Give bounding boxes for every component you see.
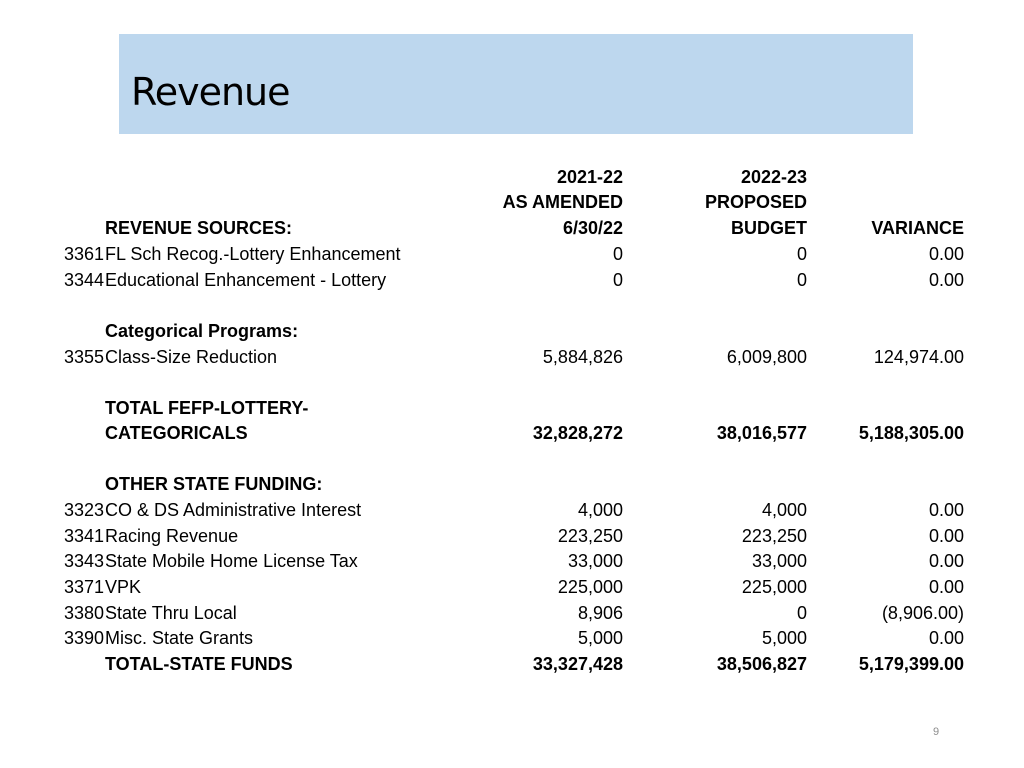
row-value-2022: 223,250 bbox=[741, 526, 807, 546]
row-variance: (8,906.00) bbox=[881, 603, 964, 623]
row-value-2021: 223,250 bbox=[557, 526, 623, 546]
row-value-2022: 6,009,800 bbox=[726, 347, 807, 367]
header-col3: VARIANCE bbox=[871, 218, 964, 238]
row-label: Racing Revenue bbox=[105, 526, 239, 546]
row-code: 3380 bbox=[63, 603, 104, 623]
row-label: State Mobile Home License Tax bbox=[105, 551, 358, 571]
total-state-value-2022: 38,506,827 bbox=[716, 654, 807, 674]
total-fefp-value-2021: 32,828,272 bbox=[532, 423, 623, 443]
row-value-2022: 0 bbox=[796, 244, 807, 264]
header-col2-line2: PROPOSED bbox=[704, 192, 807, 212]
page-number: 9 bbox=[933, 726, 940, 738]
row-code: 3323 bbox=[63, 500, 104, 520]
row-value-2022: 4,000 bbox=[761, 500, 807, 520]
row-label: State Thru Local bbox=[105, 603, 237, 623]
row-value-2022: 225,000 bbox=[741, 577, 807, 597]
row-label: Misc. State Grants bbox=[105, 628, 254, 648]
row-value-2022: 0 bbox=[796, 270, 807, 290]
row-code: 3361 bbox=[63, 244, 104, 264]
total-state-label: TOTAL-STATE FUNDS bbox=[105, 654, 293, 674]
revenue-sources-heading: REVENUE SOURCES: bbox=[105, 218, 293, 238]
row-value-2021: 225,000 bbox=[557, 577, 623, 597]
row-code: 3355 bbox=[63, 347, 104, 367]
row-value-2021: 33,000 bbox=[567, 551, 623, 571]
row-variance: 0.00 bbox=[928, 270, 964, 290]
slide-title: Revenue bbox=[131, 70, 290, 114]
row-variance: 0.00 bbox=[928, 551, 964, 571]
row-code: 3371 bbox=[63, 577, 104, 597]
row-value-2021: 5,000 bbox=[577, 628, 623, 648]
row-variance: 0.00 bbox=[928, 577, 964, 597]
row-code: 3344 bbox=[63, 270, 104, 290]
header-col1-line1: 2021-22 bbox=[556, 167, 623, 187]
row-variance: 0.00 bbox=[928, 526, 964, 546]
row-code: 3390 bbox=[63, 628, 104, 648]
categorical-heading: Categorical Programs: bbox=[105, 321, 299, 341]
total-state-variance: 5,179,399.00 bbox=[858, 654, 964, 674]
total-fefp-label-line2: CATEGORICALS bbox=[105, 423, 248, 443]
header-col1-line2: AS AMENDED bbox=[502, 192, 623, 212]
row-value-2021: 0 bbox=[612, 244, 623, 264]
row-value-2022: 5,000 bbox=[761, 628, 807, 648]
row-label: CO & DS Administrative Interest bbox=[105, 500, 362, 520]
row-code: 3341 bbox=[63, 526, 104, 546]
row-value-2022: 33,000 bbox=[751, 551, 807, 571]
header-col2-line3: BUDGET bbox=[731, 218, 807, 238]
header-col1-line3: 6/30/22 bbox=[562, 218, 623, 238]
total-state-value-2021: 33,327,428 bbox=[532, 654, 623, 674]
title-bar bbox=[119, 34, 913, 134]
row-variance: 0.00 bbox=[928, 244, 964, 264]
total-fefp-label-line1: TOTAL FEFP-LOTTERY- bbox=[105, 398, 309, 418]
row-value-2021: 4,000 bbox=[577, 500, 623, 520]
row-label: FL Sch Recog.-Lottery Enhancement bbox=[105, 244, 401, 264]
row-label: VPK bbox=[105, 577, 142, 597]
total-fefp-value-2022: 38,016,577 bbox=[716, 423, 807, 443]
row-variance: 0.00 bbox=[928, 628, 964, 648]
row-value-2021: 0 bbox=[612, 270, 623, 290]
total-fefp-variance: 5,188,305.00 bbox=[858, 423, 964, 443]
header-col2-line1: 2022-23 bbox=[740, 167, 807, 187]
row-variance: 124,974.00 bbox=[873, 347, 964, 367]
row-label: Educational Enhancement - Lottery bbox=[105, 270, 387, 290]
row-label: Class-Size Reduction bbox=[105, 347, 278, 367]
row-value-2022: 0 bbox=[796, 603, 807, 623]
row-code: 3343 bbox=[63, 551, 104, 571]
row-value-2021: 5,884,826 bbox=[542, 347, 623, 367]
row-variance: 0.00 bbox=[928, 500, 964, 520]
other-state-heading: OTHER STATE FUNDING: bbox=[105, 474, 323, 494]
row-value-2021: 8,906 bbox=[577, 603, 623, 623]
